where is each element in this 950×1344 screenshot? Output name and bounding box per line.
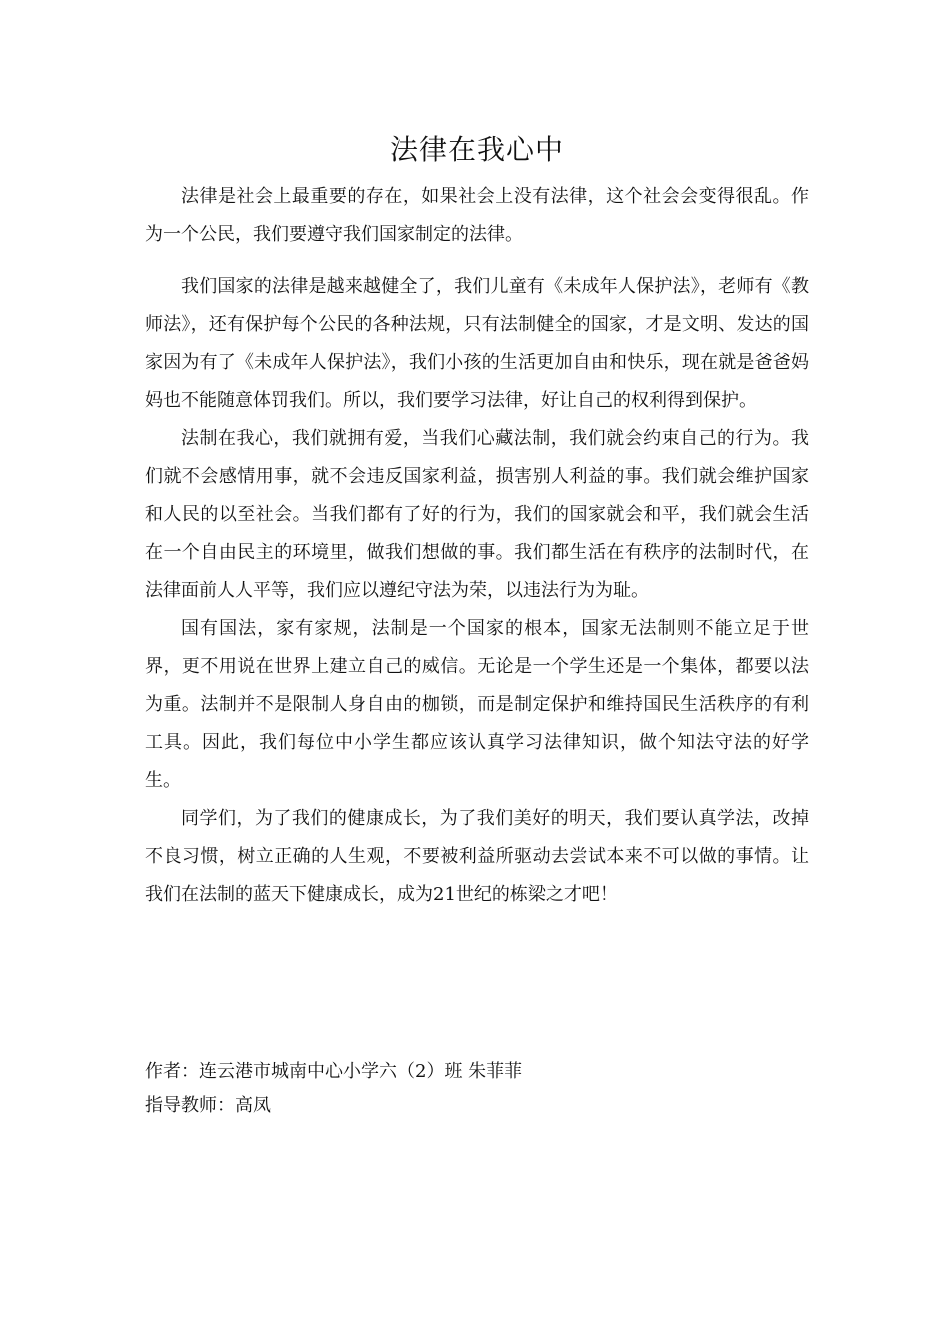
paragraph-2: 我们国家的法律是越来越健全了，我们儿童有《未成年人保护法》，老师有《教师法》，还有保护每个公民的各种法规，只有法制健全的国家，才是文明、发达的国家因为有了《未成年人保护法》，我们小孩的生活更加自由和快乐，现在就是爸爸妈妈也不能随意体罚我们。所以，我们要学习法律，好让自己的权利得到保护。 bbox=[145, 276, 809, 411]
signature-block bbox=[145, 1055, 809, 1123]
paragraph-3: 法制在我心，我们就拥有爱，当我们心藏法制，我们就会约束自己的行为。我们就不会感情用事，就不会违反国家利益，损害别人利益的事。我们就会维护国家和人民的以至社会。当我们都有了好的行为，我们的国家就会和平，我们就会生活在一个自由民主的环境里，做我们想做的事。我们都生活在有秩序的法制时代，在法律面前人人平等，我们应以遵纪守法为荣，以违法行为为耻。 bbox=[145, 428, 809, 601]
paragraph-5: 同学们，为了我们的健康成长，为了我们美好的明天，我们要认真学法，改掉不良习惯，树立正确的人生观，不要被利益所驱动去尝试本来不可以做的事情。让我们在法制的蓝天下健康成长，成为21世纪的栋梁之才吧！ bbox=[145, 808, 809, 905]
teacher-line: 指导教师：高凤 bbox=[145, 1095, 271, 1116]
paragraph-1: 法律是社会上最重要的存在，如果社会上没有法律，这个社会会变得很乱。作为一个公民，我们要遵守我们国家制定的法律。 bbox=[145, 186, 809, 245]
paragraph-4: 国有国法，家有家规，法制是一个国家的根本，国家无法制则不能立足于世界，更不用说在世界上建立自己的威信。无论是一个学生还是一个集体，都要以法为重。法制并不是限制人身自由的枷锁，而是制定保护和维持国民生活秩序的有利工具。因此，我们每位中小学生都应该认真学习法律知识，做个知法守法的好学生。 bbox=[145, 618, 809, 791]
author-line: 作者：连云港市城南中心小学六（2）班 朱菲菲 bbox=[145, 1061, 523, 1082]
document-title: 法律在我心中 bbox=[389, 133, 564, 166]
document-body bbox=[145, 128, 809, 914]
